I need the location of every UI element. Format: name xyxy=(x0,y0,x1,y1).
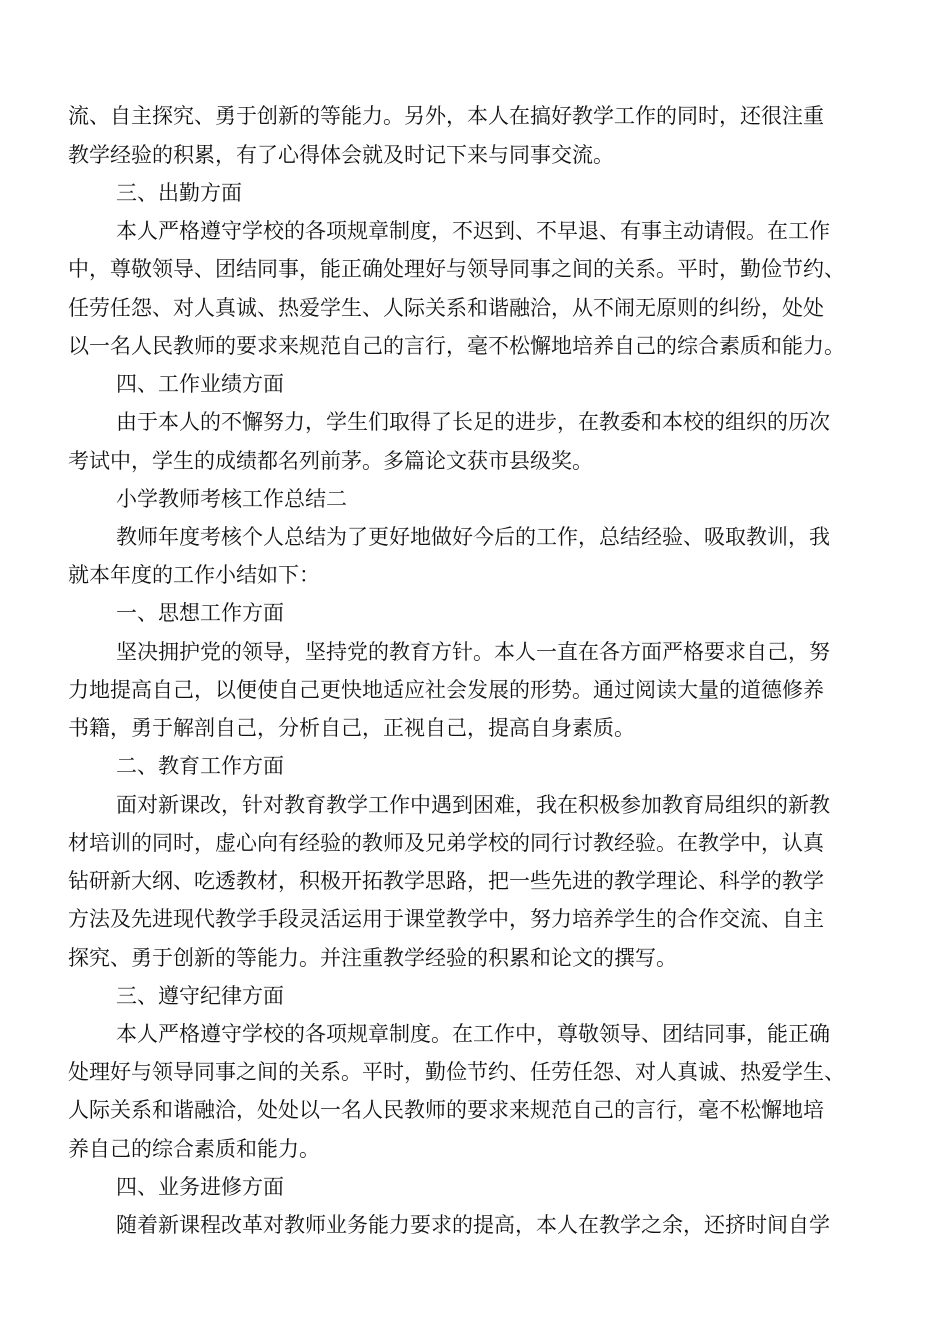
body-line: 面对新课改，针对教育教学工作中遇到困难，我在积极参加教育局组织的新教 xyxy=(116,793,830,817)
body-line: 由于本人的不懈努力，学生们取得了长足的进步，在教委和本校的组织的历次 xyxy=(116,410,830,434)
body-line: 中，尊敬领导、团结同事，能正确处理好与领导同事之间的关系。平时，勤俭节约、 xyxy=(68,257,845,281)
body-line: 养自己的综合素质和能力。 xyxy=(68,1137,320,1161)
body-line: 任劳任怨、对人真诚、热爱学生、人际关系和谐融洽，从不闹无原则的纠纷，处处 xyxy=(68,296,824,320)
body-line: 钻研新大纲、吃透教材，积极开拓教学思路，把一些先进的教学理论、科学的教学 xyxy=(68,869,824,893)
body-line: 人际关系和谐融洽，处处以一名人民教师的要求来规范自己的言行，毫不松懈地培 xyxy=(68,1098,824,1122)
body-line: 处理好与领导同事之间的关系。平时，勤俭节约、任劳任怨、对人真诚、热爱学生、 xyxy=(68,1060,845,1084)
body-line: 书籍，勇于解剖自己，分析自己，正视自己，提高自身素质。 xyxy=(68,716,635,740)
section-heading: 四、业务进修方面 xyxy=(116,1175,284,1199)
body-line: 力地提高自己，以便使自己更快地适应社会发展的形势。通过阅读大量的道德修养 xyxy=(68,678,824,702)
section-heading: 二、教育工作方面 xyxy=(116,754,284,778)
body-line: 随着新课程改革对教师业务能力要求的提高，本人在教学之余，还挤时间自学 xyxy=(116,1213,830,1237)
body-line: 探究、勇于创新的等能力。并注重教学经验的积累和论文的撰写。 xyxy=(68,946,677,970)
body-line: 本人严格遵守学校的各项规章制度，不迟到、不早退、有事主动请假。在工作 xyxy=(116,219,830,243)
section-heading: 四、工作业绩方面 xyxy=(116,372,284,396)
section-heading: 三、出勤方面 xyxy=(116,181,242,205)
body-line: 方法及先进现代教学手段灵活运用于课堂教学中，努力培养学生的合作交流、自主 xyxy=(68,907,824,931)
body-line: 流、自主探究、勇于创新的等能力。另外，本人在搞好教学工作的同时，还很注重 xyxy=(68,104,824,128)
body-line: 教师年度考核个人总结为了更好地做好今后的工作，总结经验、吸取教训，我 xyxy=(116,525,830,549)
section-heading: 三、遵守纪律方面 xyxy=(116,984,284,1008)
body-line: 本人严格遵守学校的各项规章制度。在工作中，尊敬领导、团结同事，能正确 xyxy=(116,1022,830,1046)
body-line: 考试中，学生的成绩都名列前茅。多篇论文获市县级奖。 xyxy=(68,449,593,473)
body-line: 材培训的同时，虚心向有经验的教师及兄弟学校的同行讨教经验。在教学中，认真 xyxy=(68,831,824,855)
body-line: 坚决拥护党的领导，坚持党的教育方针。本人一直在各方面严格要求自己，努 xyxy=(116,640,830,664)
body-line: 教学经验的积累，有了心得体会就及时记下来与同事交流。 xyxy=(68,143,614,167)
section-heading: 一、思想工作方面 xyxy=(116,601,284,625)
body-line: 就本年度的工作小结如下： xyxy=(68,563,320,587)
body-line: 以一名人民教师的要求来规范自己的言行，毫不松懈地培养自己的综合素质和能力。 xyxy=(68,334,845,358)
document-subtitle: 小学教师考核工作总结二 xyxy=(116,487,347,511)
